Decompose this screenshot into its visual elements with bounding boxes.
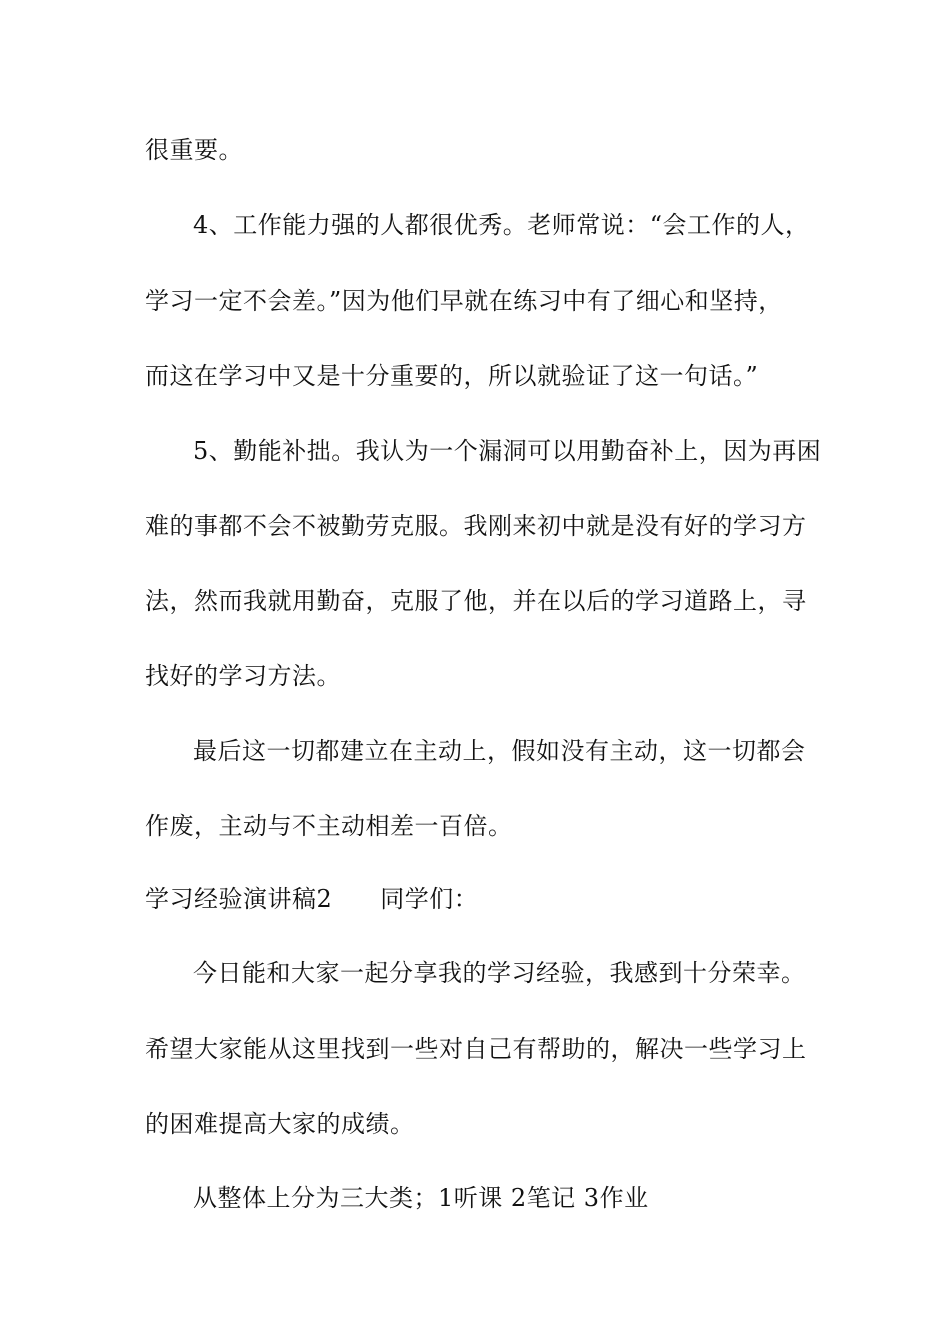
section-heading: 学习经验演讲稿2 bbox=[145, 885, 333, 913]
text-line: 的困难提高大家的成绩。 bbox=[145, 1110, 415, 1138]
text-line: 难的事都不会不被勤劳克服。我刚来初中就是没有好的学习方 bbox=[145, 512, 807, 540]
text-line: 找好的学习方法。 bbox=[145, 662, 341, 690]
text-line: 法，然而我就用勤奋，克服了他，并在以后的学习道路上，寻 bbox=[145, 587, 807, 615]
text-line: 从整体上分为三大类；1听课 2笔记 3作业 bbox=[193, 1184, 649, 1212]
text-line: 学习一定不会差。”因为他们早就在练习中有了细心和坚持， bbox=[145, 287, 783, 315]
text-line: 希望大家能从这里找到一些对自己有帮助的，解决一些学习上 bbox=[145, 1035, 807, 1063]
text-line: 作废，主动与不主动相差一百倍。 bbox=[145, 812, 513, 840]
text-line: 很重要。 bbox=[145, 136, 243, 164]
text-line: 5、勤能补拙。我认为一个漏洞可以用勤奋补上，因为再困 bbox=[193, 437, 822, 465]
salutation: 同学们： bbox=[380, 885, 479, 913]
section-heading-line bbox=[145, 884, 478, 914]
text-line: 今日能和大家一起分享我的学习经验，我感到十分荣幸。 bbox=[193, 959, 806, 987]
text-line: 最后这一切都建立在主动上，假如没有主动，这一切都会 bbox=[193, 737, 806, 765]
text-line: 而这在学习中又是十分重要的，所以就验证了这一句话。” bbox=[145, 362, 759, 390]
text-line: 4、工作能力强的人都很优秀。老师常说：“会工作的人， bbox=[193, 211, 810, 239]
